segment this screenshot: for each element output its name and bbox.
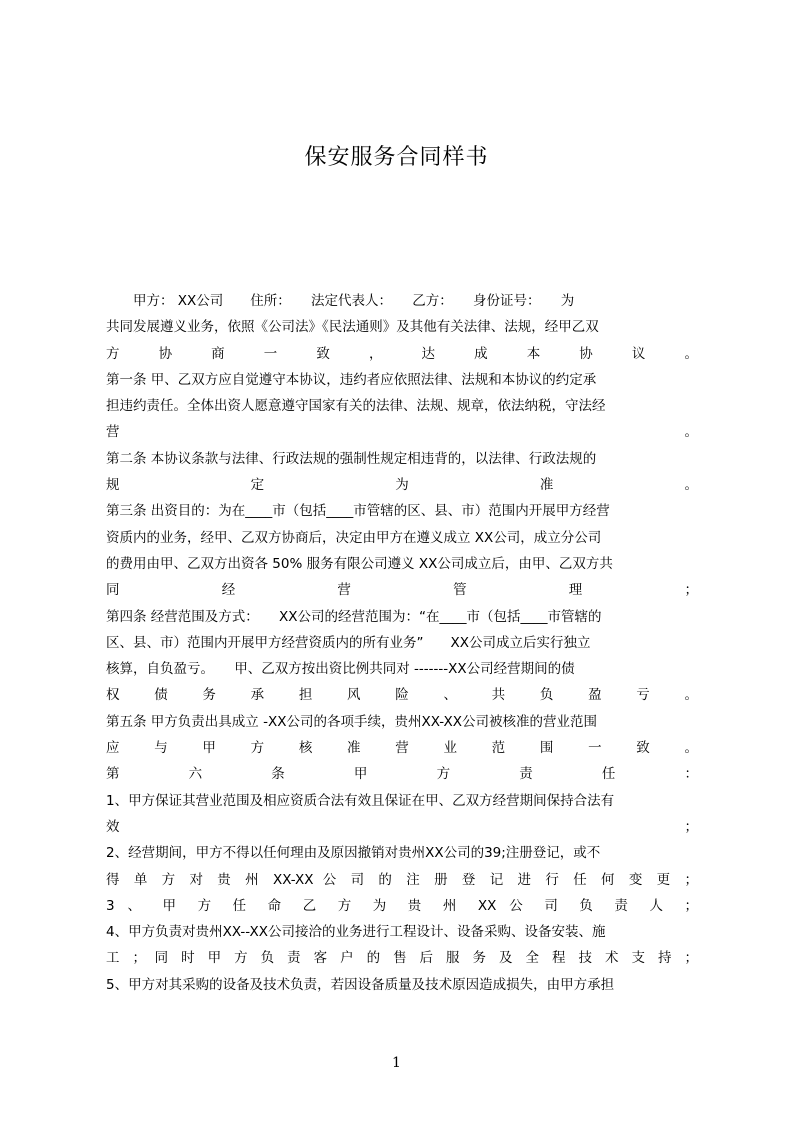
text-line: 得 单 方 对 贵 州 XX-XX 公 司 的 注 册 登 记 进 行 任 何 变 更 ； — [106, 871, 698, 888]
text-line: 方 协 商 一 致 ， 达 成 本 协 议 。 — [106, 345, 698, 362]
text-line: 1、甲方保证其营业范围及相应资质合法有效且保证在甲、乙双方经营期间保持合法有 — [106, 792, 615, 809]
text-line: 第四条 经营范围及方式： XX公司的经营范围为：“在____市（包括____市管辖的 — [106, 608, 602, 625]
text-line: 担违约责任。全体出资人愿意遵守国家有关的法律、法规、规章，依法纳税，守法经 — [106, 398, 606, 415]
text-line: 第 六 条 甲 方 责 任 ： — [106, 766, 698, 783]
text-line: 工 ； 同 时 甲 方 负 责 客 户 的 售 后 服 务 及 全 程 技 术 支 持 ； — [106, 950, 698, 967]
text-line: 第二条 本协议条款与法律、行政法规的强制性规定相违背的，以法律、行政法规的 — [106, 450, 597, 467]
document-body — [106, 288, 698, 998]
text-line: 第三条 出资目的：为在____市（包括____市管辖的区、县、市）范围内开展甲方经营 — [106, 503, 610, 520]
text-line: 的费用由甲、乙双方出资各 50% 服务有限公司遵义 XX公司成立后，由甲、乙双方共 — [106, 555, 613, 572]
text-line: 区、县、市）范围内开展甲方经营资质内的所有业务” XX公司成立后实行独立 — [106, 634, 591, 651]
text-line: 核算，自负盈亏。 甲、乙双方按出资比例共同对 -------XX公司经营期间的债 — [106, 661, 575, 678]
text-line: 第五条 甲方负责出具成立 -XX公司的各项手续，贵州XX-XX公司被核准的营业范围 — [106, 713, 597, 730]
text-line: 营 。 — [106, 424, 698, 441]
document-title: 保安服务合同样书 — [304, 145, 489, 170]
text-line: 第一条 甲、乙双方应自觉遵守本协议，违约者应依照法律、法规和本协议的约定承 — [106, 371, 597, 388]
text-line: 共同发展遵义业务，依照《公司法》《民法通则》及其他有关法律、法规，经甲乙双 — [106, 319, 599, 336]
text-line: 效 ； — [106, 818, 698, 835]
text-line: 甲方： XX公司 住所： 法定代表人： 乙方： 身份证号： 为 — [106, 293, 575, 309]
page-number: 1 — [392, 1055, 401, 1071]
text-line: 规 定 为 准 。 — [106, 477, 698, 494]
text-line: 同 经 营 管 理 ； — [106, 582, 698, 599]
text-line: 5、甲方对其采购的设备及技术负责，若因设备质量及技术原因造成损失，由甲方承担 — [106, 976, 615, 993]
text-line: 资质内的业务，经甲、乙双方协商后，决定由甲方在遵义成立 XX公司，成立分公司 — [106, 529, 602, 546]
text-line: 4、甲方负责对贵州XX--XX公司接洽的业务进行工程设计、设备采购、设备安装、施 — [106, 924, 606, 941]
text-line: 3 、 甲 方 任 命 乙 方 为 贵 州 XX 公 司 负 责 人 ； — [106, 897, 698, 914]
text-line: 2、经营期间，甲方不得以任何理由及原因撤销对贵州XX公司的39;注册登记，或不 — [106, 845, 601, 862]
text-line: 权 债 务 承 担 风 险 、 共 负 盈 亏 。 — [106, 687, 698, 704]
text-line: 应 与 甲 方 核 准 营 业 范 围 一 致 。 — [106, 740, 698, 757]
